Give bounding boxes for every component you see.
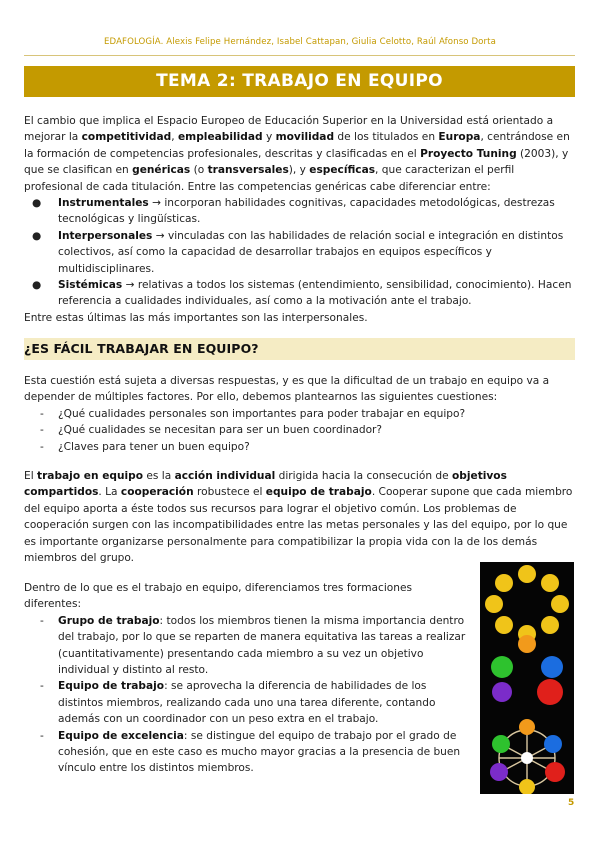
bold-term: genéricas (132, 164, 191, 177)
text-run: . La (98, 486, 121, 499)
team-formations-icon (480, 562, 574, 794)
questions-intro: Esta cuestión está sujeta a diversas respuestas, y es que la dificultad de un trabajo en equipo va a depender de múltiples factores. Por ello, debemos plantearnos las siguientes cuestiones: (24, 375, 550, 404)
group-ring-icon (485, 565, 569, 643)
text-run: , centrándose en la formación de competencias profesionales, descritas y clasificadas en el (24, 131, 570, 160)
page-number: 5 (568, 798, 575, 808)
dash-marker: - (40, 614, 44, 627)
bold-term: específicas (309, 164, 376, 177)
bold-term: Equipo de excelencia (58, 729, 184, 742)
text-run: ¿Claves para tener un buen equipo? (58, 440, 250, 453)
questions-block (24, 373, 575, 455)
list-item (24, 439, 575, 455)
bullet-icon: ● (32, 229, 42, 242)
excellence-members-icon (490, 719, 565, 794)
bold-term: Equipo de trabajo (58, 680, 165, 693)
team-members-icon (491, 635, 563, 705)
text-run: : todos los miembros tienen la misma importancia dentro del trabajo, por lo que se reparten de manera equitativa las tareas a realizar (cuantitativamente) presentando cada miembro a su vez un objetivo individual y distinto al resto. (58, 614, 466, 677)
text-run: → incorporan habilidades cognitivas, capacidades metodológicas, destrezas tecnológicas y lingüísticas. (58, 197, 555, 226)
list-item (24, 277, 575, 310)
bold-term: Instrumentales (58, 197, 149, 210)
text-run: . Cooperar supone que cada miembro del equipo aporta a éste todos sus recursos para lograr el objetivo común. Los problemas de cooperación surgen con las incompatibilidades entre las metas personales y las del equipo, por lo que es importante organizarse personalmente para compatibilizar la propia vida con la de los demás miembros del grupo. (24, 486, 573, 565)
formations-block (24, 580, 472, 777)
bold-term: Grupo de trabajo (58, 614, 160, 627)
bold-term: trabajo en equipo (37, 470, 143, 482)
team-formations-illustration (480, 562, 574, 794)
text-run: El cambio que implica el Espacio Europeo de Educación Superior en la Universidad está orientado a mejorar la (24, 115, 554, 144)
bold-term: Europa (438, 131, 481, 144)
bullet-icon: ● (32, 197, 42, 210)
text-run: es la (143, 470, 175, 482)
dash-marker: - (40, 407, 44, 420)
text-run: → relativas a todos los sistemas (entendimiento, sensibilidad, conocimiento). Hacen referencia a cualidades individuales, así como a la motivación ante el trabajo. (58, 279, 572, 308)
text-run: (o (190, 164, 208, 177)
bullet-icon: ● (32, 279, 42, 292)
bold-term: objetivos compartidos (24, 470, 507, 499)
text-run: ¿Qué cualidades personales son importantes para poder trabajar en equipo? (58, 407, 466, 420)
bold-term: transversales (207, 164, 289, 177)
questions-list (24, 406, 575, 455)
text-run: , (171, 131, 178, 144)
text-run: (2003), y que se clasifican en (24, 147, 569, 177)
intro-closing: Entre estas últimas las más importantes son las interpersonales. (24, 311, 368, 324)
header-divider (24, 55, 575, 56)
list-item (24, 228, 575, 277)
page-header: EDAFOLOGÍA. Alexis Felipe Hernández, Isabel Cattapan, Giulia Celotto, Raúl Afonso Dorta (103, 37, 497, 47)
list-item (24, 728, 472, 777)
text-run: ), y (288, 164, 310, 177)
dash-marker: - (40, 424, 44, 437)
list-item (24, 406, 575, 422)
list-item (24, 678, 472, 727)
list-item (24, 195, 575, 228)
text-run: y (262, 131, 276, 144)
bold-term: competitividad (81, 131, 172, 144)
bold-term: empleabilidad (178, 131, 263, 144)
dash-marker: - (40, 680, 44, 693)
section-title: ¿ES FÁCIL TRABAJAR EN EQUIPO? (24, 341, 259, 356)
text-run: : se distingue del equipo de trabajo por el grado de cohesión, que en este caso es mucho mayor gracias a la presencia de buen vínculo entre los distintos miembros. (58, 729, 461, 775)
text-run: dirigida hacia la consecución de (275, 470, 453, 482)
text-run: ¿Qué cualidades se necesitan para ser un buen coordinador? (58, 424, 383, 437)
dash-marker: - (40, 440, 44, 453)
intro-paragraph (24, 113, 575, 195)
bold-term: Interpersonales (58, 229, 153, 242)
dash-marker: - (40, 729, 44, 742)
bold-term: acción individual (174, 470, 276, 482)
teamwork-paragraph (24, 468, 575, 566)
text-run: , que caracterizan el perfil profesional de cada titulación. Entre las competencias genéricas cabe diferenciar entre: (24, 164, 515, 193)
competencias-list (24, 195, 575, 310)
intro-block (24, 113, 575, 326)
text-run: El (24, 470, 38, 482)
list-item (24, 613, 472, 679)
text-run: → vinculadas con las habilidades de relación social e integración en distintos colectivos, así como la capacidad de desarrollar trabajos en equipos específicos y multidisciplinares. (58, 229, 564, 275)
bold-term: Proyecto Tuning (420, 147, 517, 160)
formations-list (24, 613, 472, 777)
bold-term: movilidad (275, 131, 335, 144)
text-run: de los titulados en (334, 131, 439, 144)
text-run: robustece el (193, 486, 266, 499)
bold-term: equipo de trabajo (265, 486, 372, 499)
bold-term: Sistémicas (58, 279, 123, 292)
list-item (24, 422, 575, 438)
page-title: TEMA 2: TRABAJO EN EQUIPO (24, 66, 575, 97)
text-run: : se aprovecha la diferencia de habilidades de los distintos miembros, realizando cada uno una tarea diferente, contando además con un coordinador con un peso extra en el trabajo. (58, 680, 436, 726)
formations-intro: Dentro de lo que es el trabajo en equipo, diferenciamos tres formaciones diferentes: (24, 582, 413, 611)
bold-term: cooperación (120, 486, 194, 499)
